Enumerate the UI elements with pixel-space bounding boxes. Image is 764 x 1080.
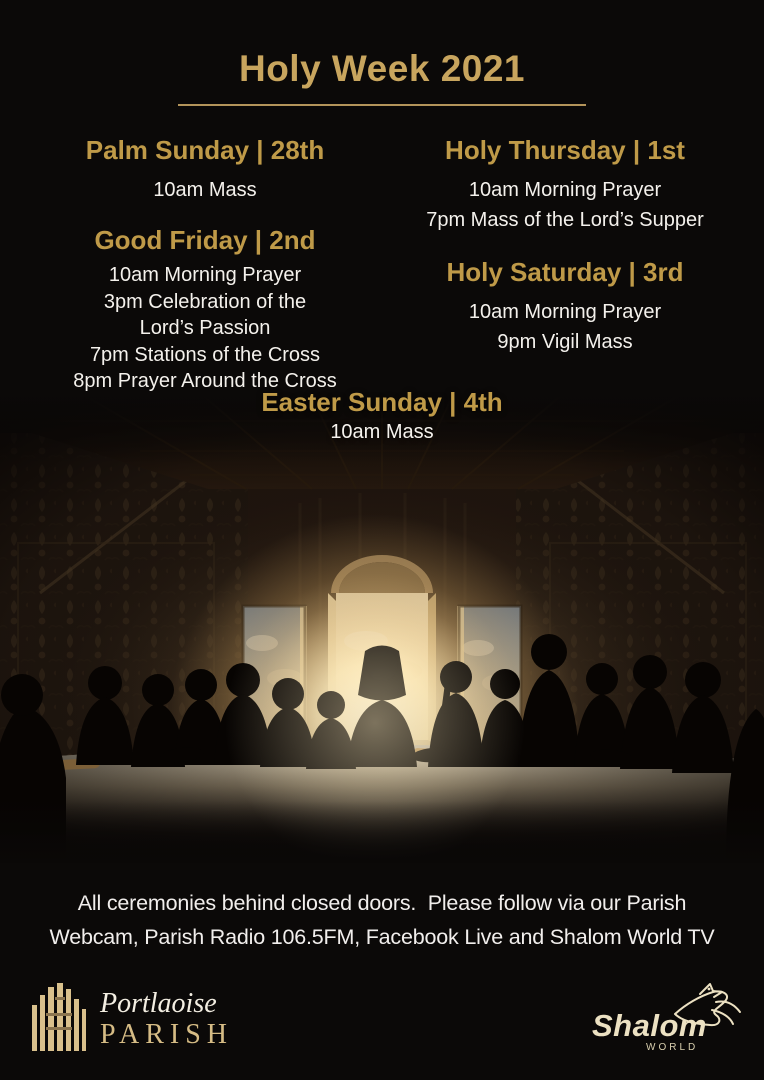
good-friday-items [40, 262, 370, 395]
schedule-center-block [0, 386, 764, 446]
notice-text [0, 886, 764, 954]
schedule-heading-good-friday: Good Friday | 2nd [94, 225, 316, 255]
shalom-world-logo [592, 980, 742, 1060]
schedule-item: 10am Morning Prayer [468, 179, 662, 201]
schedule-item: 10am Morning Prayer [108, 264, 302, 286]
schedule-item: 8pm Prayer Around the Cross [73, 370, 337, 392]
schedule-heading-holy-saturday: Holy Saturday | 3rd [446, 257, 684, 287]
schedule-heading-easter-sunday: Easter Sunday | 4th [261, 387, 503, 417]
notice-line-2: Webcam, Parish Radio 106.5FM, Facebook Live and Shalom World TV [49, 925, 715, 949]
church-window-icon [30, 983, 88, 1056]
parish-logo-name: Portlaoise [100, 988, 217, 1019]
shalom-logo-wordmark: Shalom [592, 1008, 707, 1043]
title-underline [178, 104, 586, 106]
schedule-heading-holy-thursday: Holy Thursday | 1st [445, 135, 685, 165]
parish-logo-subname: PARISH [100, 1019, 234, 1050]
schedule-right-column [400, 133, 730, 357]
schedule-heading-palm-sunday: Palm Sunday | 28th [85, 135, 325, 165]
portlaoise-parish-logo [30, 983, 233, 1056]
schedule-item: 7pm Mass of the Lord’s Supper [426, 209, 704, 231]
schedule-left-column [40, 133, 370, 395]
schedule-item: 10am Morning Prayer [468, 301, 662, 323]
schedule-item: 3pm Celebration of the Lord’s Passion [103, 290, 307, 339]
last-supper-scene-image [0, 393, 764, 863]
notice-line-1: All ceremonies behind closed doors. Please follow via our Parish [77, 891, 687, 915]
schedule-item: 10am Mass [330, 421, 434, 443]
schedule-item: 7pm Stations of the Cross [89, 343, 321, 366]
shalom-logo-subtext: WORLD [646, 1042, 699, 1053]
page-title: Holy Week 2021 [238, 48, 526, 89]
schedule-item: 9pm Vigil Mass [497, 331, 633, 353]
schedule-item: 10am Mass [153, 179, 257, 201]
